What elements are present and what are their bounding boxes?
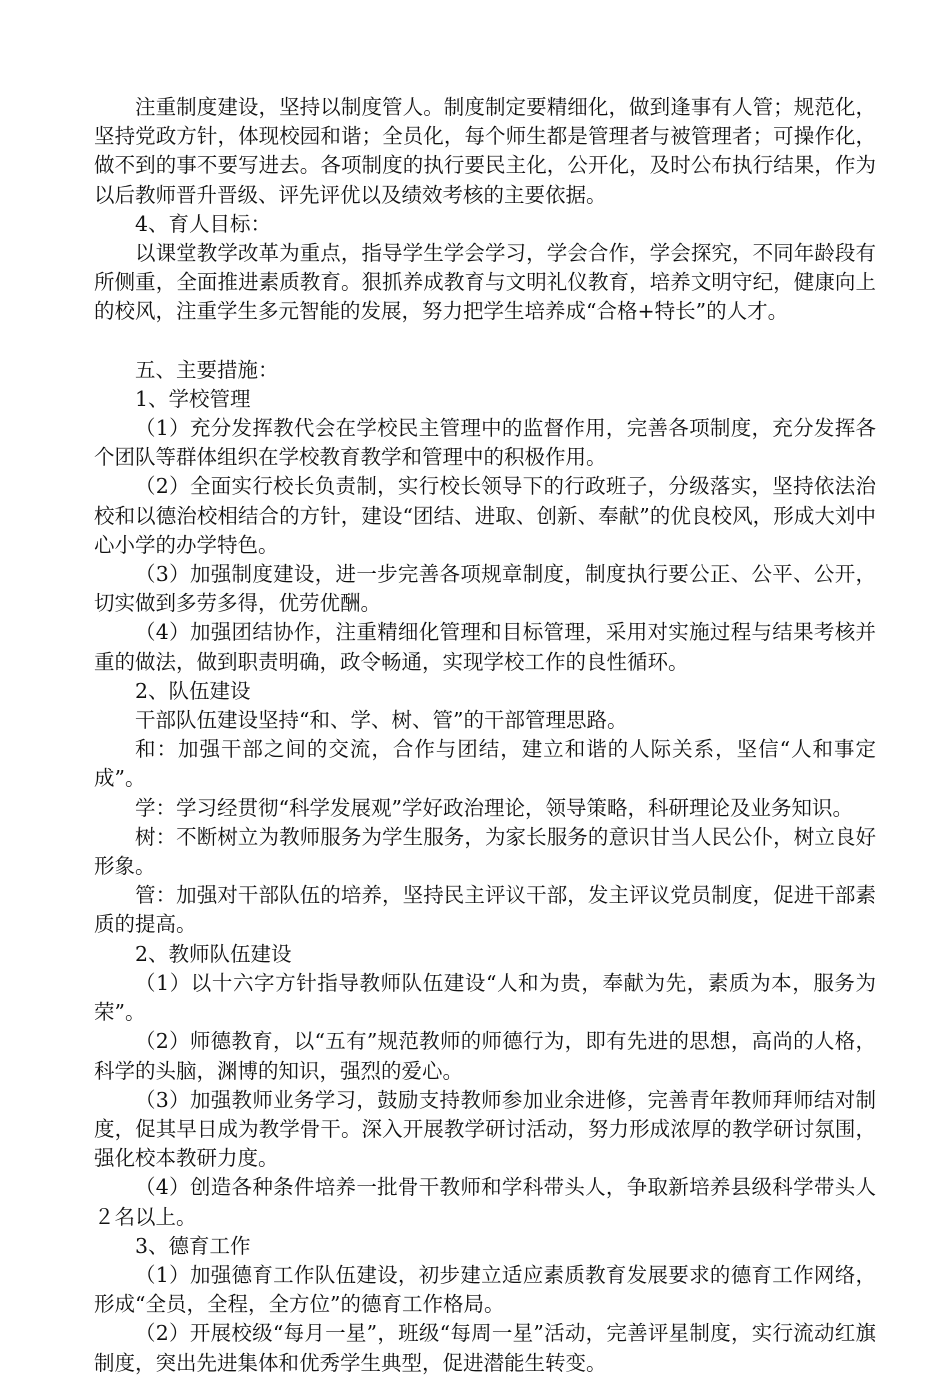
heading-team-building: 2、队伍建设 <box>135 678 251 703</box>
paragraph-establishing: 树：不断树立为教师服务为学生服务，为家长服务的意识甘当人民公仆，树立良好形象。 <box>94 824 876 879</box>
paragraph-managing: 管：加强对干部队伍的培养，坚持民主评议干部，发主评议党员制度，促进干部素质的提高。 <box>94 883 876 937</box>
paragraph-moral-2: （2）开展校级“每月一星”，班级“每周一星”活动，完善评星制度，实行流动红旗制度，突出先进集体和优秀学生典型，促进潜能生转变。 <box>94 1321 876 1375</box>
paragraph-management-2: （2）全面实行校长负责制，实行校长领导下的行政班子，分级落实，坚持依法治校和以德治校相结合的方针，建设“团结、进取、创新、奉献”的优良校风，形成大刘中心小学的办学特色。 <box>94 474 876 557</box>
paragraph-teacher-1: （1）以十六字方针指导教师队伍建设“人和为贵，奉献为先，素质为本，服务为荣”。 <box>94 970 876 1025</box>
paragraph-teacher-3: （3）加强教师业务学习，鼓励支持教师参加业余进修，完善青年教师拜师结对制度，促其早日成为教学骨干。深入开展教学研讨活动，努力形成浓厚的教学研讨氛围，强化校本教研力度。 <box>94 1087 876 1171</box>
paragraph-moral-1: （1）加强德育工作队伍建设，初步建立适应素质教育发展要求的德育工作网络，形成“全员，全程，全方位”的德育工作格局。 <box>94 1262 876 1317</box>
paragraph-team-building: 干部队伍建设坚持“和、学、树、管”的干部管理思路。 <box>135 708 628 733</box>
paragraph-management-3: （3）加强制度建设，进一步完善各项规章制度，制度执行要公正、公平、公开，切实做到多劳多得，优劳优酬。 <box>94 562 876 616</box>
paragraph-management-1: （1）充分发挥教代会在学校民主管理中的监督作用，完善各项制度，充分发挥各个团队等群体组织在学校教育教学和管理中的积极作用。 <box>94 416 876 470</box>
paragraph-teacher-2: （2）师德教育，以“五有”规范教师的师德行为，即有先进的思想，高尚的人格，科学的头脑，渊博的知识，强烈的爱心。 <box>94 1029 876 1083</box>
heading-teacher-team: 2、教师队伍建设 <box>135 941 292 966</box>
paragraph-learning: 学：学习经贯彻“科学发展观”学好政治理论，领导策略，科研理论及业务知识。 <box>135 795 853 820</box>
document-page <box>94 93 876 1378</box>
paragraph-system-building: 注重制度建设，坚持以制度管人。制度制定要精细化，做到逢事有人管；规范化，坚持党政方针，体现校园和谐；全员化，每个师生都是管理者与被管理者；可操作化，做不到的事不要写进去。各项制度的执行要民主化，公开化，及时公布执行结果，作为以后教师晋升晋级、评先评优以及绩效考核的主要依据。 <box>94 95 876 207</box>
heading-moral-education: 3、德育工作 <box>135 1233 251 1258</box>
paragraph-education-goal: 以课堂教学改革为重点，指导学生学会学习，学会合作，学会探究，不同年龄段有所侧重，全面推进素质教育。狠抓养成教育与文明礼仪教育，培养文明守纪，健康向上的校风，注重学生多元智能的发展，努力把学生培养成“合格+特长”的人才。 <box>94 241 876 324</box>
heading-education-goal: 4、育人目标： <box>135 211 272 236</box>
paragraph-management-4: （4）加强团结协作，注重精细化管理和目标管理，采用对实施过程与结果考核并重的做法，做到职责明确，政令畅通，实现学校工作的良性循环。 <box>94 620 876 674</box>
blank-line <box>94 327 876 356</box>
heading-school-management: 1、学校管理 <box>135 386 251 411</box>
paragraph-harmony: 和：加强干部之间的交流，合作与团结，建立和谐的人际关系，坚信“人和事定成”。 <box>94 737 876 791</box>
paragraph-teacher-4: （4）创造各种条件培养一批骨干教师和学科带头人，争取新培养县级科学带头人２名以上。 <box>94 1175 876 1229</box>
heading-main-measures: 五、主要措施： <box>135 357 279 382</box>
